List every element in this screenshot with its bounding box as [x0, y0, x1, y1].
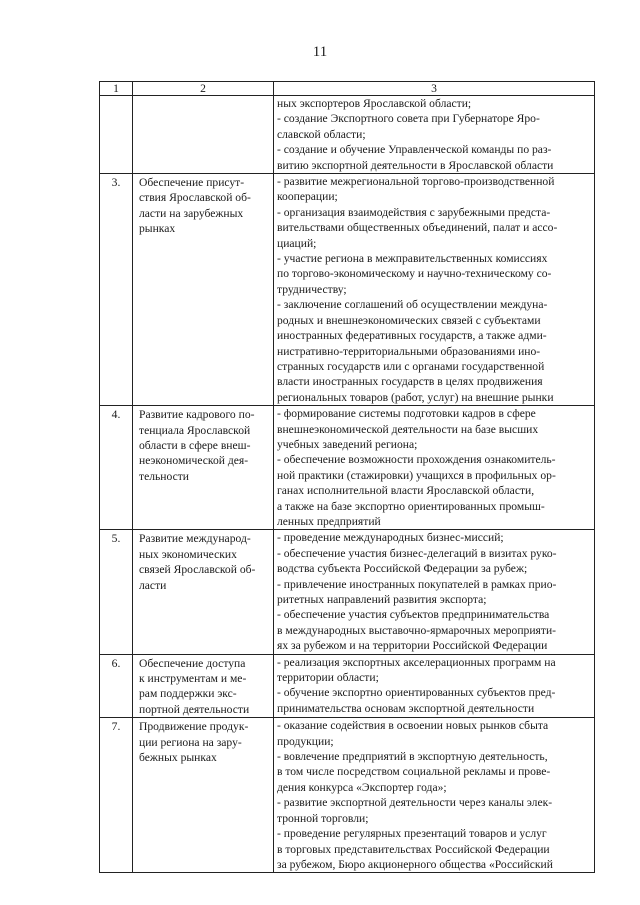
topic-line: ции региона на зару-	[139, 735, 242, 749]
content-line: - проведение международных бизнес-миссий;	[277, 531, 504, 545]
table-row	[100, 530, 595, 654]
content-line: - создание Экспортного совета при Губернаторе Яро-	[277, 112, 540, 126]
content-line: водства субъекта Российской Федерации за рубеж;	[277, 562, 528, 576]
topic-line: рынках	[139, 222, 176, 236]
content-line: ях за рубежом и на территории Российской Федерации	[277, 639, 548, 653]
content-line: нистративно-территориальными образованиями ино-	[277, 344, 541, 358]
content-line: принимательства основам экспортной деятельности	[277, 701, 535, 715]
table-row	[100, 654, 595, 718]
content-line: трудничеству;	[277, 282, 347, 296]
content-line: в международных выставочно-ярмарочных мероприяти-	[277, 623, 557, 637]
topic-line: рам поддержки экс-	[139, 687, 237, 701]
content-line: - реализация экспортных акселерационных программ на	[277, 655, 556, 669]
content-line: за рубежом, Бюро акционерного общества «Российский	[277, 857, 553, 871]
measures-table	[99, 81, 595, 873]
topic-line: тельности	[139, 469, 189, 483]
row-content	[274, 96, 595, 174]
column-header-1: 1	[100, 82, 133, 96]
content-line: родных и внешнеэкономических связей с субъектами	[277, 313, 541, 327]
content-line: дения конкурса «Экспортер года»;	[277, 780, 447, 794]
column-header-2: 2	[133, 82, 274, 96]
topic-line: неэкономической дея-	[139, 454, 249, 468]
topic-line: к инструментам и ме-	[139, 672, 247, 686]
content-line: вительствами общественных объединений, палат и ассо-	[277, 221, 558, 235]
content-line: - участие региона в межправительственных комиссиях	[277, 252, 548, 266]
topic-line: Обеспечение доступа	[139, 656, 246, 670]
column-header-3: 3	[274, 82, 595, 96]
topic-line: Обеспечение присут-	[139, 176, 245, 190]
content-line: в торговых представительствах Российской Федерации	[277, 842, 550, 856]
row-content	[274, 530, 595, 654]
content-line: - обеспечение участия субъектов предпринимательства	[277, 608, 550, 622]
row-number: 6.	[100, 654, 133, 718]
topic-line: ных экономических	[139, 547, 237, 561]
content-line: региональных товаров (работ, услуг) на внешние рынки	[277, 390, 554, 404]
content-line: ритетных направлений развития экспорта;	[277, 593, 487, 606]
content-line: а также на базе экспортно ориентированных промыш-	[277, 499, 545, 513]
row-content	[274, 718, 595, 873]
content-line: продукции;	[277, 734, 334, 748]
topic-line: Продвижение продук-	[139, 720, 249, 734]
content-line: славской области;	[277, 127, 366, 141]
content-line: ной практики (стажировки) учащихся в профильных ор-	[277, 468, 556, 482]
topic-line: Развитие международ-	[139, 532, 251, 546]
content-line: - обучение экспортно ориентированных субъектов пред-	[277, 686, 556, 700]
content-line: внешнеэкономической деятельности на базе высших	[277, 422, 539, 436]
table-row	[100, 406, 595, 530]
topic-line: бежных рынках	[139, 751, 217, 765]
row-topic	[133, 718, 274, 873]
row-number	[100, 96, 133, 174]
row-topic	[133, 406, 274, 530]
content-line: ных экспортеров Ярославской области;	[277, 97, 472, 110]
content-line: - развитие межрегиональной торгово-производственной	[277, 175, 555, 189]
row-content	[274, 406, 595, 530]
topic-line: ласти на зарубежных	[139, 206, 244, 220]
content-line: - оказание содействия в освоении новых рынков сбыта	[277, 719, 549, 733]
topic-line: ласти	[139, 578, 167, 592]
content-line: в том числе посредством социальной рекламы и прове-	[277, 765, 551, 779]
topic-line: портной деятельности	[139, 702, 250, 716]
content-line: циаций;	[277, 236, 317, 250]
content-line: странных государств или с органами государственной	[277, 359, 545, 373]
content-line: - создание и обучение Управленческой команды по раз-	[277, 143, 552, 157]
content-line: - обеспечение участия бизнес-делегаций в визитах руко-	[277, 546, 557, 560]
topic-line: Развитие кадрового по-	[139, 408, 255, 422]
topic-line: ствия Ярославской об-	[139, 191, 251, 205]
row-number: 3.	[100, 174, 133, 406]
page-number: 11	[312, 44, 328, 60]
header-row	[100, 82, 595, 96]
content-line: иностранных федеративных государств, а также адми-	[277, 329, 547, 343]
content-line: - организация взаимодействия с зарубежными предста-	[277, 205, 551, 219]
row-topic	[133, 96, 274, 174]
content-line: - обеспечение возможности прохождения ознакомитель-	[277, 453, 556, 467]
table-row	[100, 718, 595, 873]
content-line: по торгово-экономическому и научно-техническому со-	[277, 267, 552, 281]
row-topic	[133, 654, 274, 718]
content-line: ганах исполнительной власти Ярославской области,	[277, 484, 535, 498]
topic-line: тенциала Ярославской	[139, 423, 251, 437]
content-line: власти иностранных государств в целях продвижения	[277, 375, 543, 389]
row-topic	[133, 174, 274, 406]
row-topic	[133, 530, 274, 654]
content-line: - развитие экспортной деятельности через каналы элек-	[277, 796, 553, 810]
content-line: ленных предприятий	[277, 514, 381, 528]
content-line: - проведение регулярных презентаций товаров и услуг	[277, 827, 547, 841]
content-line: территории области;	[277, 671, 379, 685]
content-line: - формирование системы подготовки кадров в сфере	[277, 407, 536, 421]
content-line: - заключение соглашений об осуществлении междуна-	[277, 298, 548, 312]
topic-line: связей Ярославской об-	[139, 563, 256, 577]
content-line: учебных заведений региона;	[277, 437, 418, 451]
row-number: 7.	[100, 718, 133, 873]
row-content	[274, 174, 595, 406]
content-line: - привлечение иностранных покупателей в рамках прио-	[277, 577, 557, 591]
content-line: - вовлечение предприятий в экспортную деятельность,	[277, 750, 548, 764]
content-line: тронной торговли;	[277, 811, 369, 825]
row-number: 5.	[100, 530, 133, 654]
topic-line: области в сфере внеш-	[139, 438, 251, 452]
row-content	[274, 654, 595, 718]
content-line: кооперации;	[277, 190, 338, 204]
table-row	[100, 96, 595, 174]
row-number: 4.	[100, 406, 133, 530]
content-line: витию экспортной деятельности в Ярославской области	[277, 158, 554, 172]
table-row	[100, 174, 595, 406]
